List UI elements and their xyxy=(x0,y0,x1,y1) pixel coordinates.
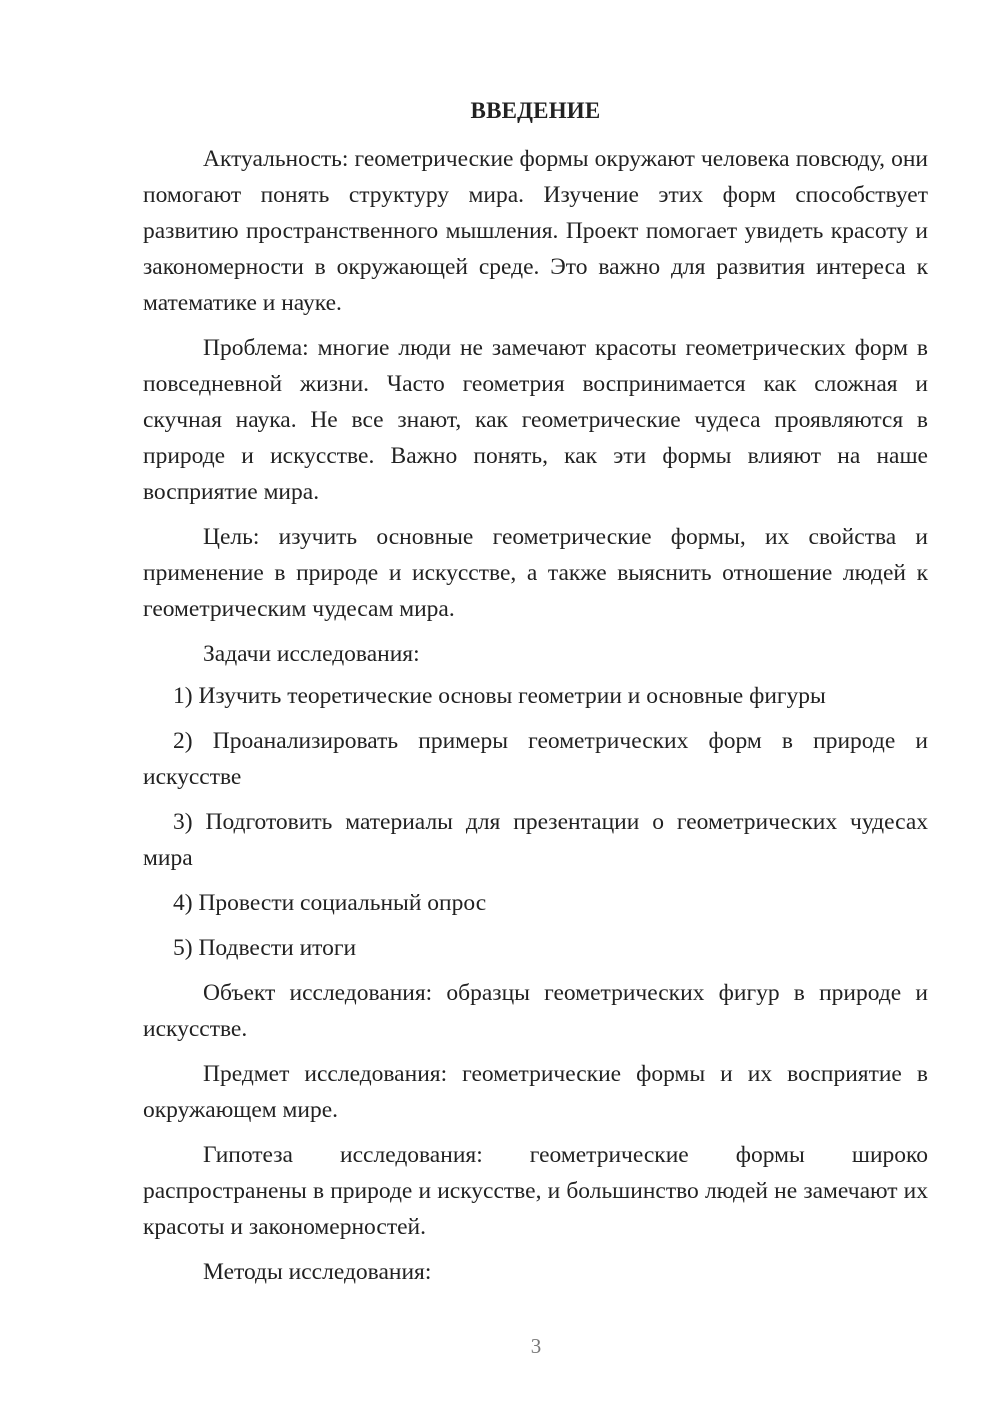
task-item-5: 5) Подвести итоги xyxy=(173,935,357,961)
task-item-1: 1) Изучить теоретические основы геометрии и основные фигуры xyxy=(173,683,826,709)
page-title: ВВЕДЕНИЕ xyxy=(470,98,601,123)
page-content xyxy=(143,96,928,1299)
subject-paragraph: Предмет исследования: геометрические формы и их восприятие в окружающем мире. xyxy=(143,1061,928,1123)
task-item-4: 4) Провести социальный опрос xyxy=(173,890,487,916)
goal-paragraph: Цель: изучить основные геометрические формы, их свойства и применение в природе и искусстве, а также выяснить отношение людей к геометрическим чудесам мира. xyxy=(143,524,928,622)
relevance-paragraph: Актуальность: геометрические формы окружают человека повсюду, они помогают понять структуру мира. Изучение этих форм способствует развитию пространственного мышления. Проект помогает увидеть красоту и закономерности в окружающей среде. Это важно для развития интереса к математике и науке. xyxy=(143,146,928,316)
problem-paragraph: Проблема: многие люди не замечают красоты геометрических форм в повседневной жизни. Часто геометрия воспринимается как сложная и скучная наука. Не все знают, как геометрические чудеса проявляются в природе и искусстве. Важно понять, как эти формы влияют на наше восприятие мира. xyxy=(143,335,928,505)
task-item-2: 2) Проанализировать примеры геометрических форм в природе и искусстве xyxy=(143,728,928,790)
object-paragraph: Объект исследования: образцы геометрических фигур в природе и искусстве. xyxy=(143,980,928,1042)
page-number: 3 xyxy=(530,1334,542,1358)
tasks-heading: Задачи исследования: xyxy=(203,641,420,667)
methods-heading: Методы исследования: xyxy=(203,1259,432,1285)
task-item-3: 3) Подготовить материалы для презентации о геометрических чудесах мира xyxy=(143,809,928,871)
hypothesis-paragraph: Гипотеза исследования: геометрические формы широко распространены в природе и искусстве, и большинство людей не замечают их красоты и закономерностей. xyxy=(143,1142,928,1240)
